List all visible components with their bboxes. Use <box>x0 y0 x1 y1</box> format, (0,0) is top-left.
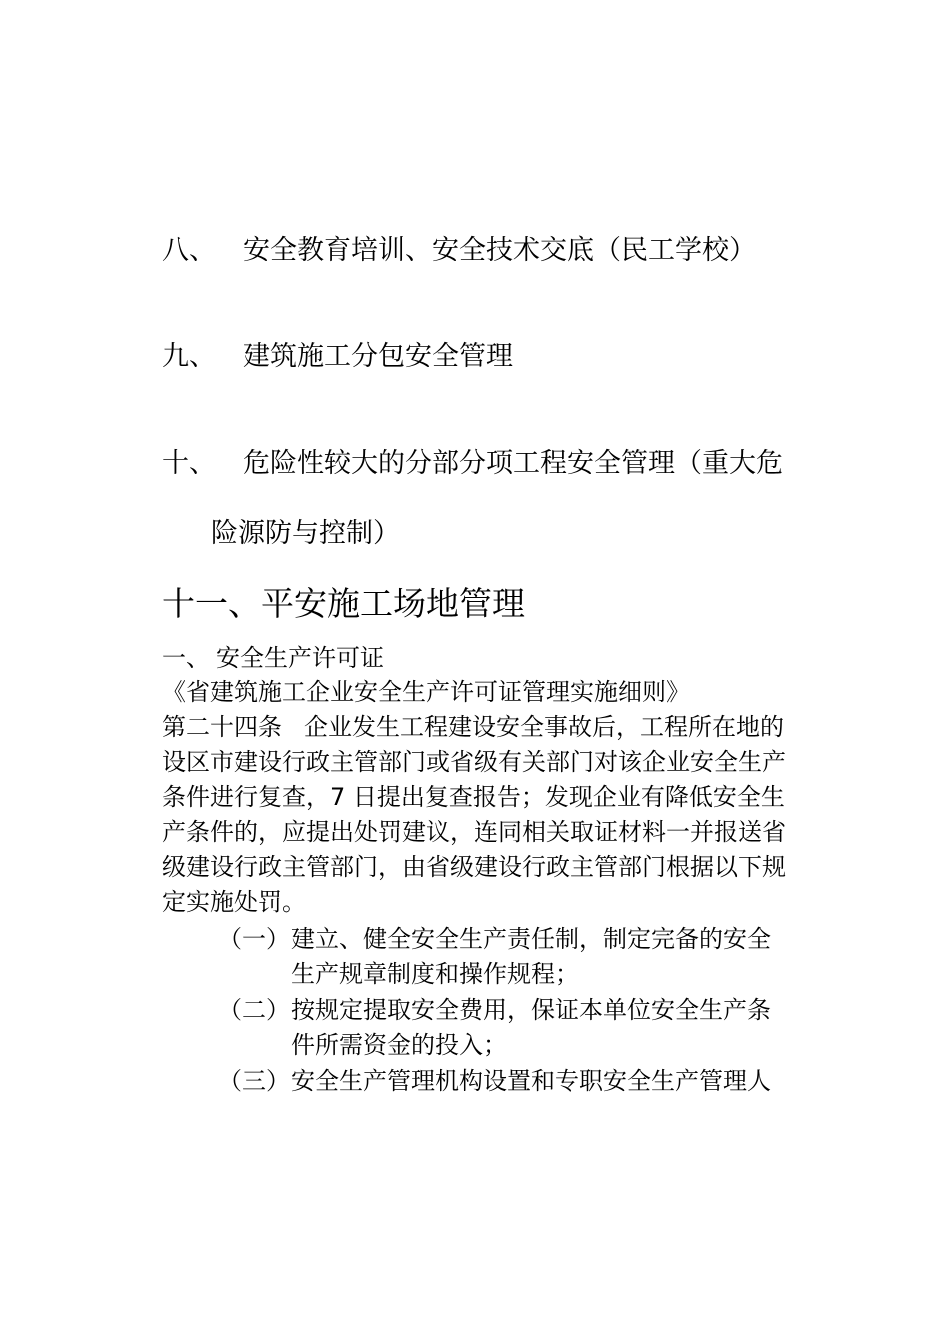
regulation-title: 《省建筑施工企业安全生产许可证管理实施细则》 <box>162 678 690 706</box>
toc-entry-text: 建筑施工分包安全管理 <box>243 341 513 372</box>
section-title: 十一、平安施工场地管理 <box>162 584 525 623</box>
article-line-5: 级建设行政主管部门，由省级建设行政主管部门根据以下规 <box>162 853 786 881</box>
list-item-number: （二） <box>218 996 290 1024</box>
toc-entry-text: 危险性较大的分部分项工程安全管理（重大危 <box>243 448 783 479</box>
article-line-2: 设区市建设行政主管部门或省级有关部门对该企业安全生产 <box>162 748 786 776</box>
article-text: 企业发生工程建设安全事故后，工程所在地的 <box>304 713 784 741</box>
article-line-1 <box>162 710 784 744</box>
sub-heading-text: 安全生产许可证 <box>216 644 384 672</box>
list-item-number: （三） <box>218 1067 290 1095</box>
list-item-text: 安全生产管理机构设置和专职安全生产管理人 <box>291 1067 771 1095</box>
toc-entry-text: 安全教育培训、安全技术交底（民工学校） <box>243 235 756 266</box>
list-item-text: 件所需资金的投入； <box>291 1031 507 1059</box>
list-item-text: 生产规章制度和操作规程； <box>291 960 579 988</box>
toc-entry-number: 八、 <box>162 235 216 266</box>
list-item-number: （一） <box>218 925 290 953</box>
sub-heading-number: 一、 <box>162 644 210 672</box>
article-line-4: 产条件的，应提出处罚建议，连同相关取证材料一并报送省 <box>162 818 786 846</box>
article-label: 第二十四条 <box>162 713 282 741</box>
toc-entry-number: 十、 <box>162 448 216 479</box>
list-item-text: 建立、健全安全生产责任制，制定完备的安全 <box>291 925 771 953</box>
sub-heading <box>162 641 384 675</box>
list-item-text: 按规定提取安全费用，保证本单位安全生产条 <box>291 996 771 1024</box>
article-line-6: 定实施处罚。 <box>162 888 306 916</box>
toc-entry-number: 九、 <box>162 341 216 372</box>
toc-entry-text-continued: 险源防与控制） <box>211 518 400 549</box>
article-line-3: 条件进行复查，7 日提出复查报告；发现企业有降低安全生 <box>162 783 785 811</box>
